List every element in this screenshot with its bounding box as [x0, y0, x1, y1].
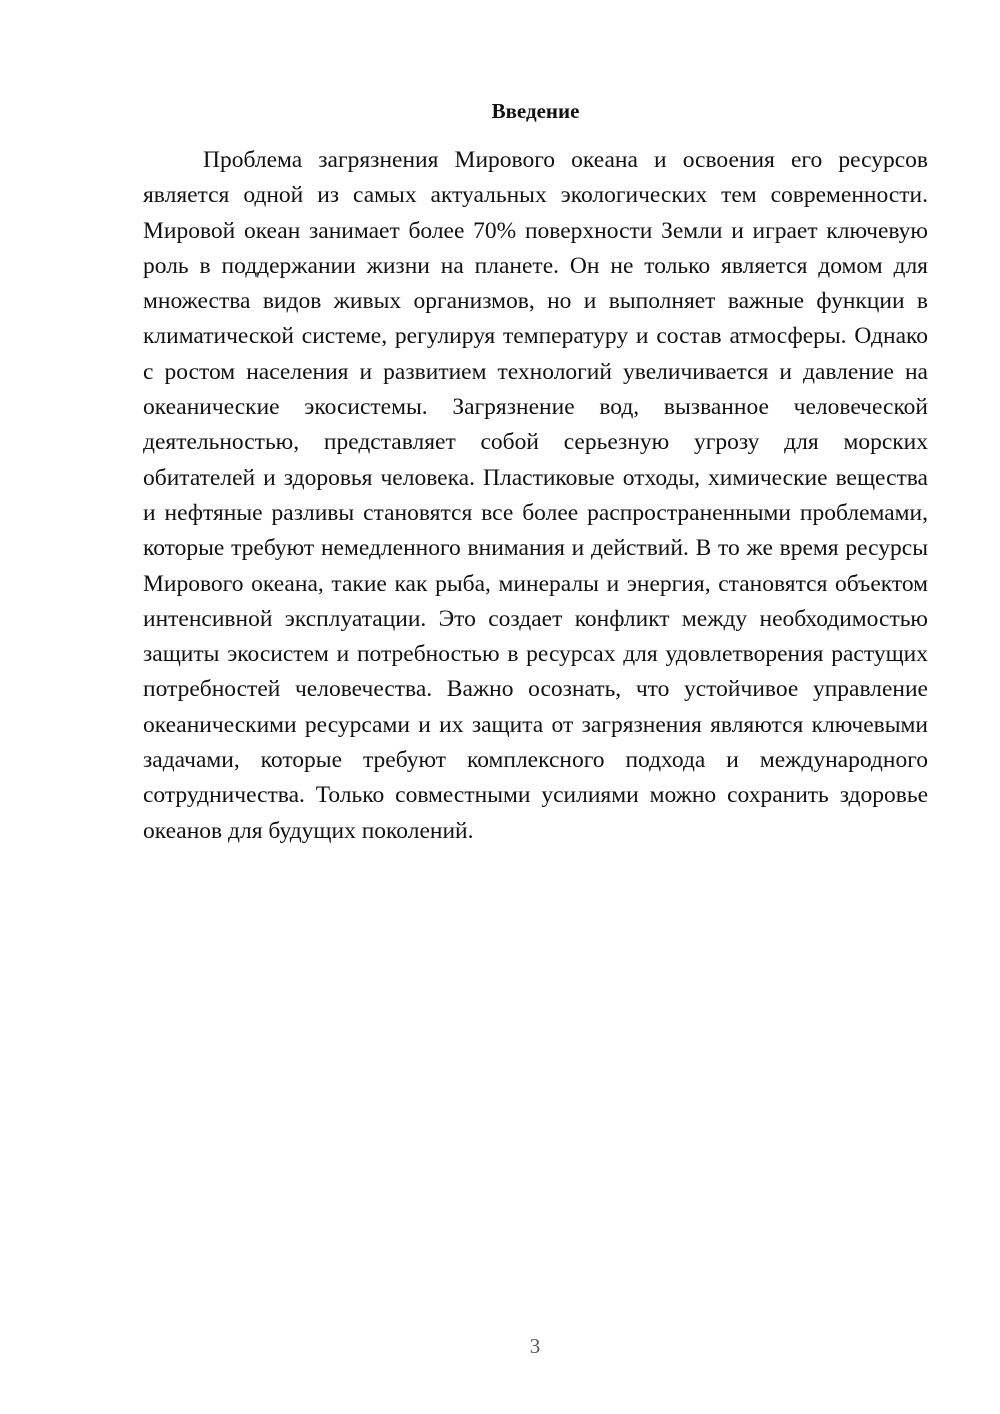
section-heading: Введение [491, 99, 580, 123]
page-number: 3 [529, 1334, 541, 1358]
body-paragraph: Проблема загрязнения Мирового океана и освоения его ресурсов является одной из самых актуальных экологических тем современности. Мировой океан занимает более 70% поверхности Земли и играет ключевую роль в поддержании жизни на планете. Он не только является домом для множества видов живых организмов, но и выполняет важные функции в климатической системе, регулируя температуру и состав атмосферы. Однако с ростом населения и развитием технологий увеличивается и давление на океанические экосистемы. Загрязнение вод, вызванное человеческой деятельностью, представляет собой серьезную угрозу для морских обитателей и здоровья человека. Пластиковые отходы, химические вещества и нефтяные разливы становятся все более распространенными проблемами, которые требуют немедленного внимания и действий. В то же время ресурсы Мирового океана, такие как рыба, минералы и энергия, становятся объектом интенсивной эксплуатации. Это создает конфликт между необходимостью защиты экосистем и потребностью в ресурсах для удовлетворения растущих потребностей человечества. Важно осознать, что устойчивое управление океаническими ресурсами и их защита от загрязнения являются ключевыми задачами, которые требуют комплексного подхода и международного сотрудничества. Только совместными усилиями можно сохранить здоровье океанов для будущих поколений. [143, 147, 928, 844]
